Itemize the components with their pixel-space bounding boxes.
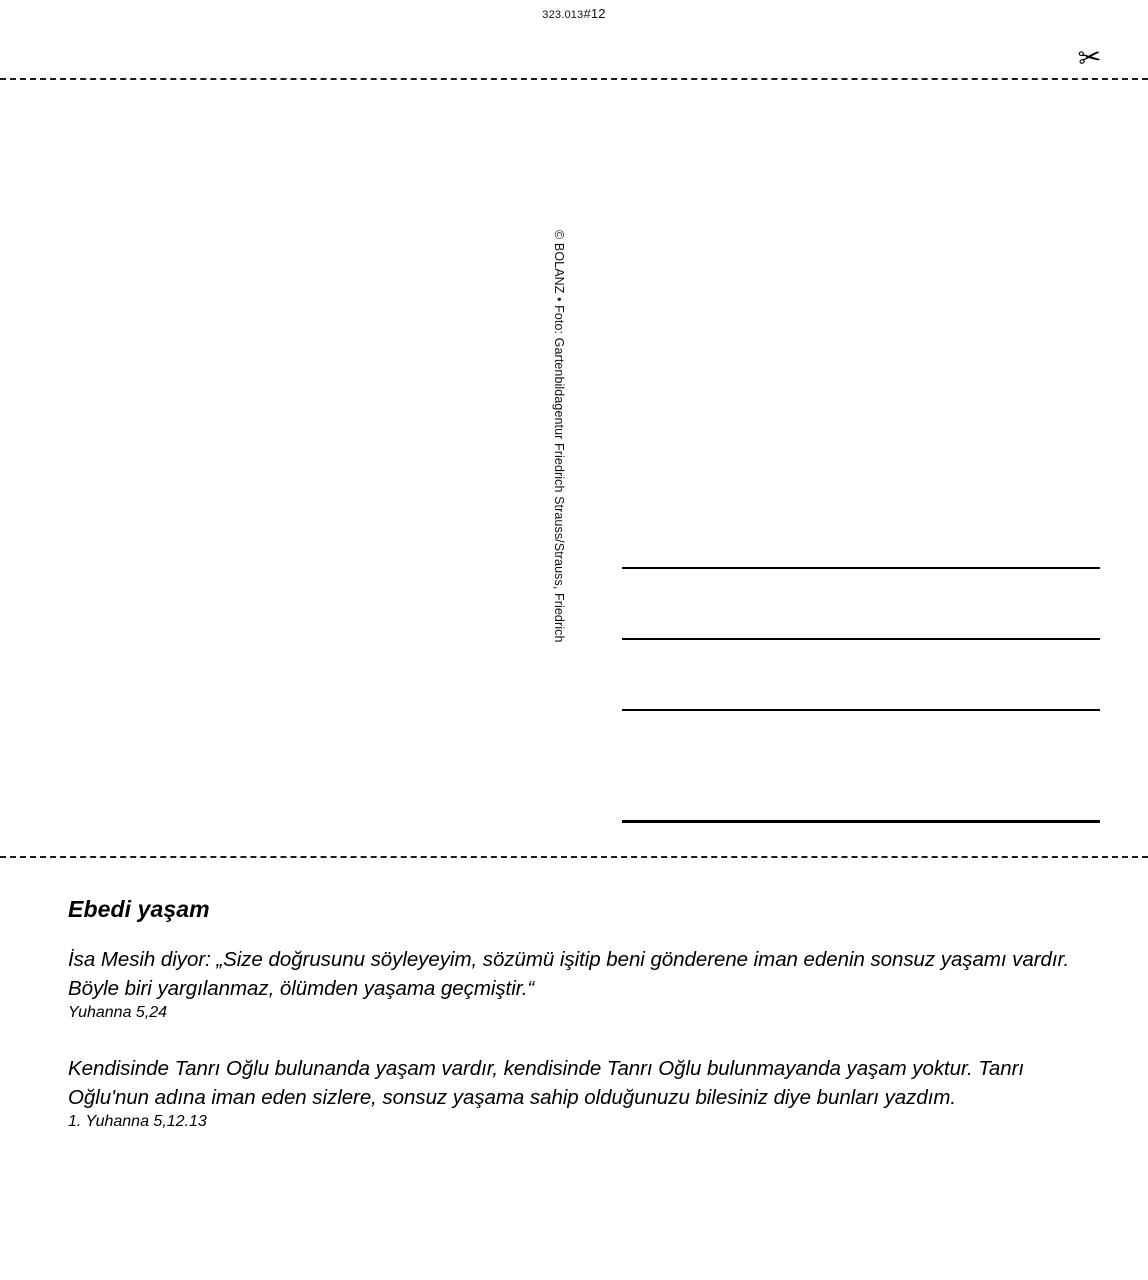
postcard-area: [0, 80, 1148, 856]
verse-reference-2: 1. Yuhanna 5,12.13: [68, 1113, 207, 1131]
tract-title: Ebedi yaşam: [68, 896, 210, 922]
address-line-3: [622, 709, 1100, 711]
tract-text-block: [68, 880, 1088, 1131]
address-line-2: [622, 638, 1100, 640]
document-code: [0, 6, 1148, 21]
scissors-icon: ✂: [1076, 40, 1103, 75]
photo-credit: © BOLANZ • Foto: Gartenbildagentur Friedrich Strauss/Strauss, Friedrich: [552, 230, 566, 643]
address-line-4: [622, 820, 1100, 823]
verse-text-1: İsa Mesih diyor: „Size doğrusunu söyleyeyim, sözümü işitip beni gönderene iman edenin sonsuz yaşamı vardır. Böyle biri yargılanmaz, ölümden yaşama geçmiştir.“: [68, 948, 1070, 1001]
verse-reference-1: Yuhanna 5,24: [68, 1004, 168, 1022]
cut-line-bottom: [0, 856, 1148, 858]
document-code-suffix: #12: [583, 6, 606, 21]
address-line-1: [622, 567, 1100, 569]
verse-text-2: Kendisinde Tanrı Oğlu bulunanda yaşam vardır, kendisinde Tanrı Oğlu bulunmayanda yaşam yoktur. Tanrı Oğlu'nun adına iman eden sizlere, sonsuz yaşama sahip olduğunuzu bilesiniz diye bunları yazdım.: [68, 1057, 1025, 1110]
document-code-prefix: 323.013: [542, 9, 584, 21]
